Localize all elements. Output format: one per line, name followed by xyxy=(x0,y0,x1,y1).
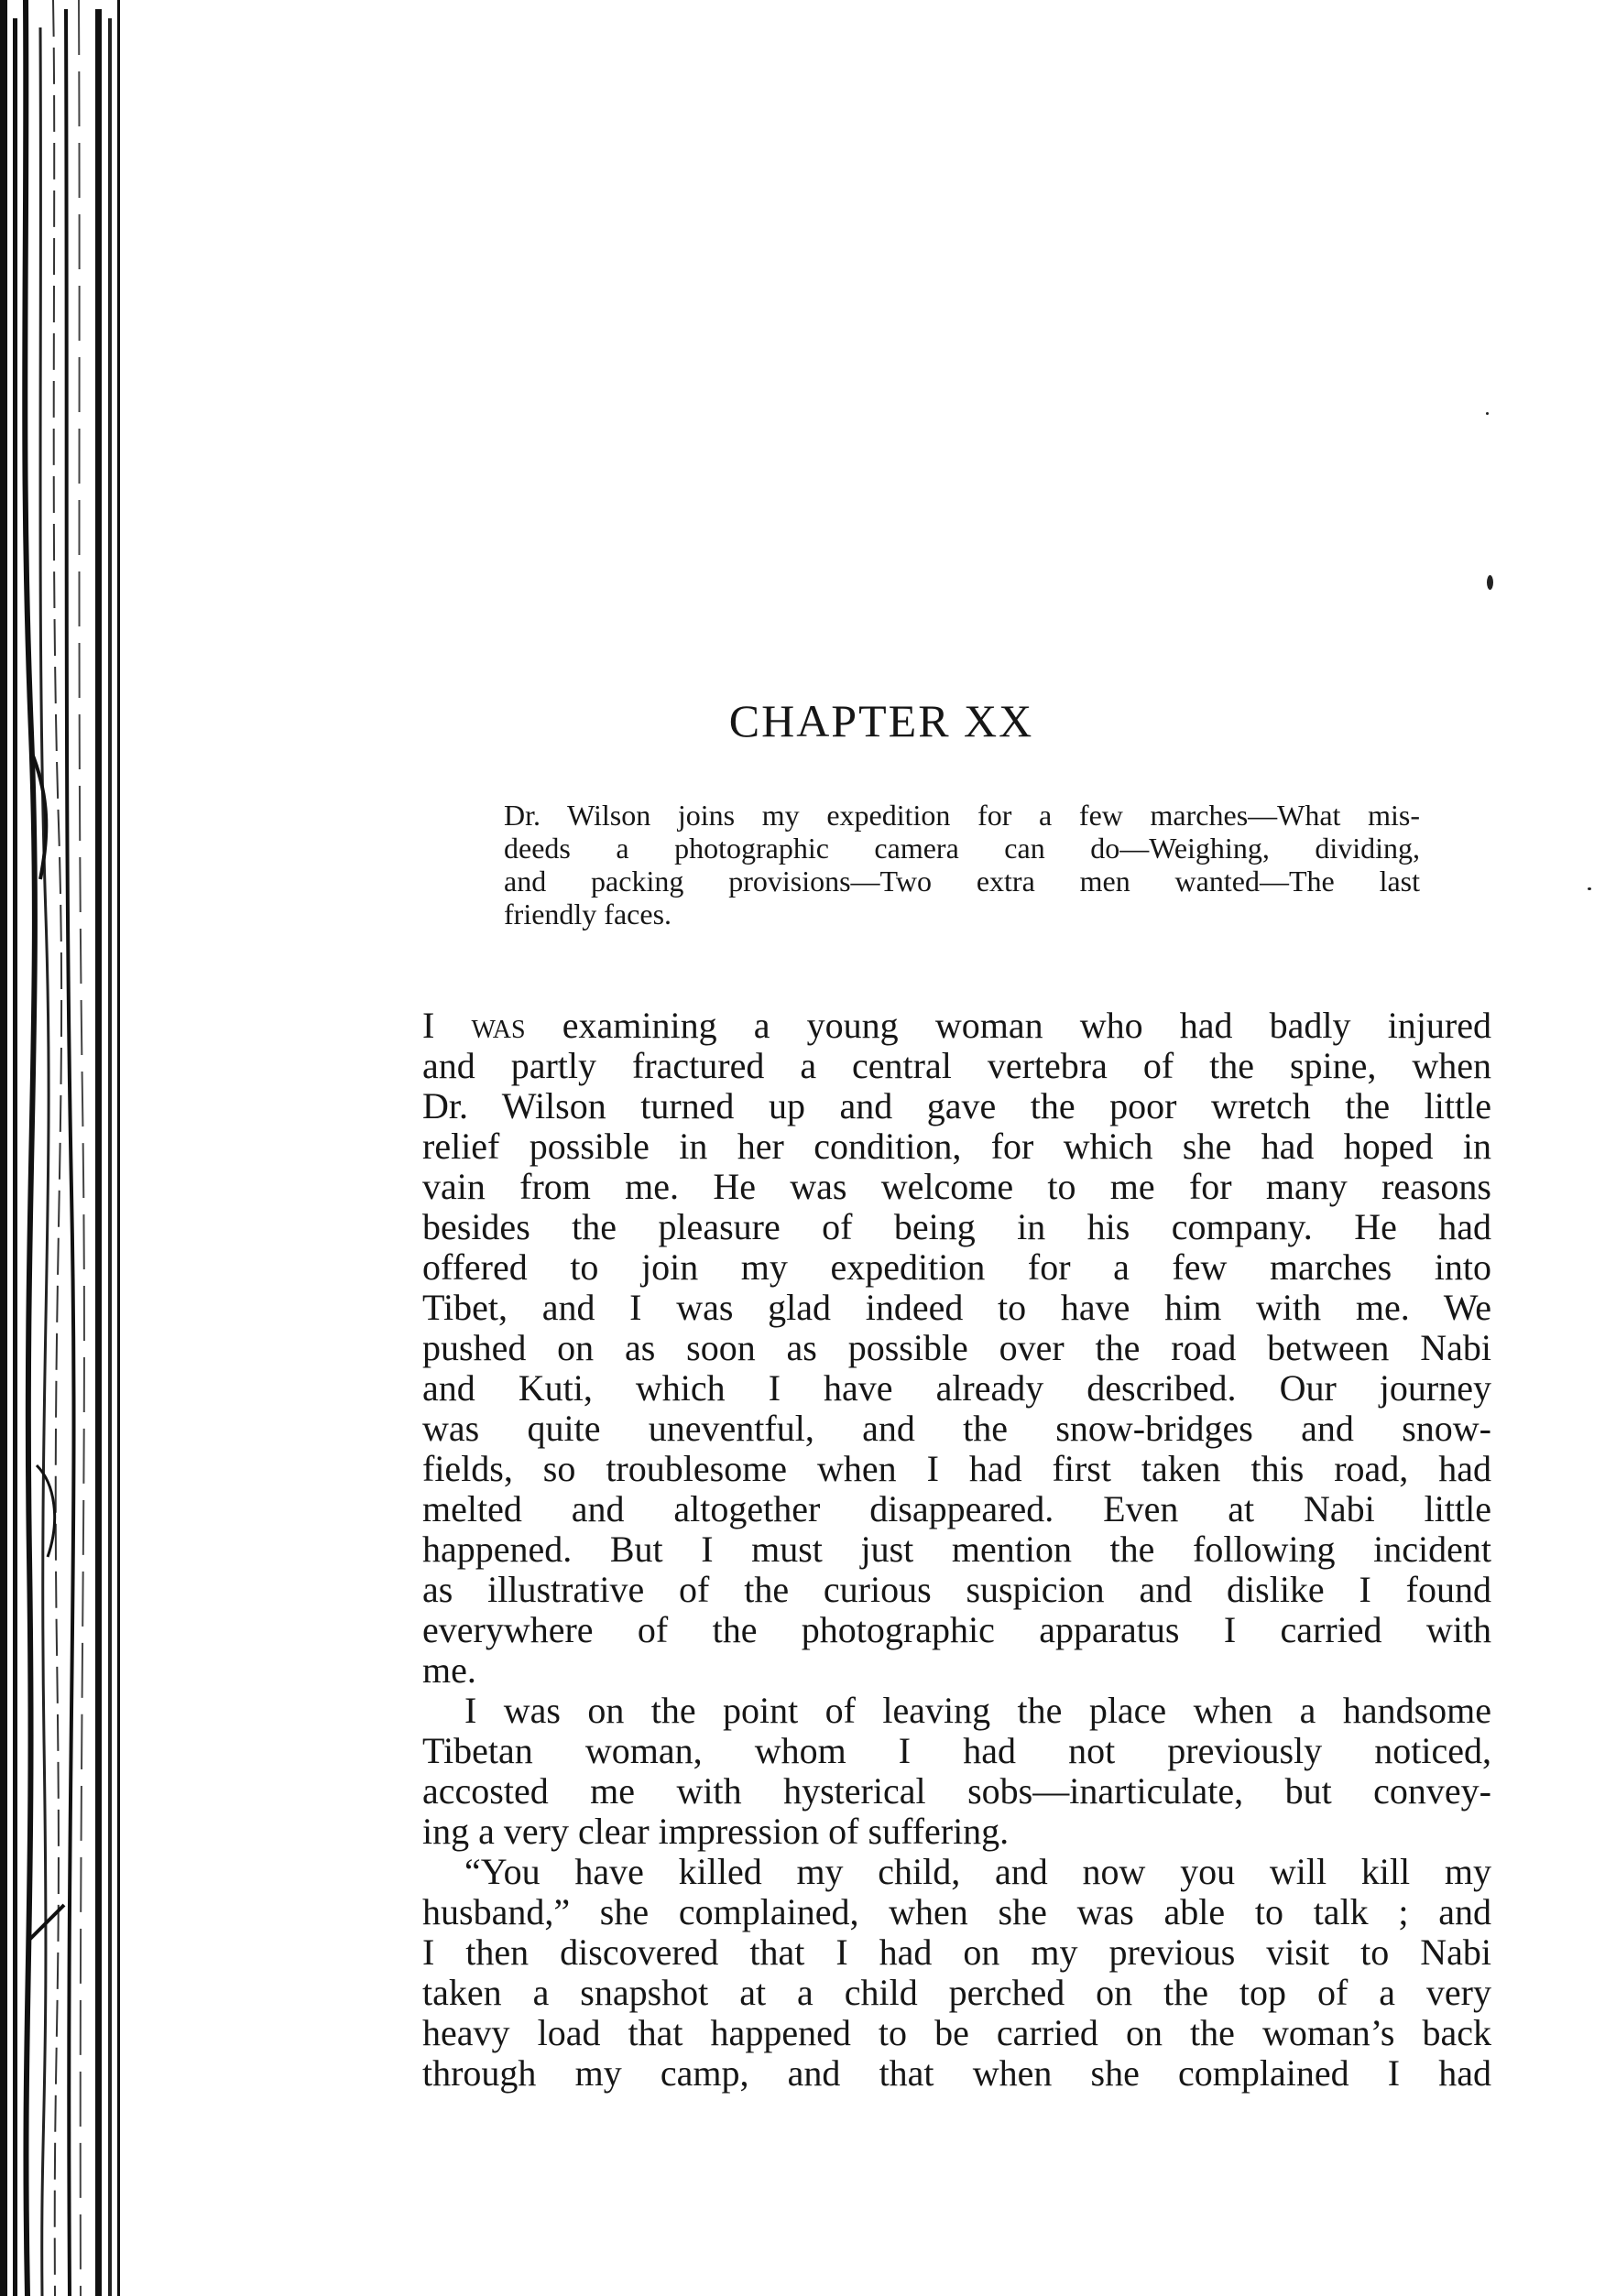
summary-line: Dr. Wilson joins my expedition for a few marches—What mis- xyxy=(504,799,1420,832)
summary-line: friendly faces. xyxy=(504,898,672,930)
body-line: everywhere of the photographic apparatus I carried with xyxy=(422,1609,1491,1650)
chapter-summary xyxy=(504,799,1420,930)
summary-line: and packing provisions—Two extra men wanted—The last xyxy=(504,865,1420,898)
body-line: Tibet, and I was glad indeed to have him with me. We xyxy=(422,1287,1491,1328)
scan-speck xyxy=(1588,887,1591,890)
body-line: Tibetan woman, whom I had not previously noticed, xyxy=(422,1730,1491,1771)
body-line: I was on the point of leaving the place when a handsome xyxy=(464,1690,1491,1731)
body-line: was quite uneventful, and the snow-bridges and snow- xyxy=(422,1408,1491,1449)
body-line: as illustrative of the curious suspicion and dislike I found xyxy=(422,1569,1491,1610)
body-line: and partly fractured a central vertebra of the spine, when xyxy=(422,1045,1491,1086)
body-text xyxy=(422,1006,1491,2094)
body-line: taken a snapshot at a child perched on the top of a very xyxy=(422,1972,1491,2013)
body-line: vain from me. He was welcome to me for many reasons xyxy=(422,1166,1491,1207)
body-line: offered to join my expedition for a few marches into xyxy=(422,1246,1491,1288)
opening-smallcaps: was xyxy=(471,1005,526,1046)
body-line: through my camp, and that when she complained I had xyxy=(422,2052,1491,2094)
body-line: accosted me with hysterical sobs—inarticulate, but convey- xyxy=(422,1770,1491,1812)
opening-word: I xyxy=(422,1005,435,1046)
body-line: melted and altogether disappeared. Even at Nabi little xyxy=(422,1488,1491,1529)
body-line: besides the pleasure of being in his company. He had xyxy=(422,1206,1491,1247)
book-spine-edge xyxy=(0,0,147,2296)
body-line: me. xyxy=(422,1649,476,1691)
body-line: “You have killed my child, and now you will kill my xyxy=(464,1851,1491,1892)
body-line: heavy load that happened to be carried on the woman’s back xyxy=(422,2012,1491,2053)
body-line: I then discovered that I had on my previous visit to Nabi xyxy=(422,1931,1491,1973)
body-line: happened. But I must just mention the following incident xyxy=(422,1529,1491,1570)
body-line: fields, so troublesome when I had first taken this road, had xyxy=(422,1448,1491,1489)
body-line: pushed on as soon as possible over the road between Nabi xyxy=(422,1327,1491,1368)
body-line: Dr. Wilson turned up and gave the poor wretch the little xyxy=(422,1085,1491,1126)
body-line: relief possible in her condition, for which she had hoped in xyxy=(422,1126,1491,1167)
body-line: ing a very clear impression of suffering. xyxy=(422,1811,1010,1852)
body-line: husband,” she complained, when she was able to talk ; and xyxy=(422,1891,1491,1932)
scan-speck xyxy=(1486,412,1489,415)
scan-speck xyxy=(1487,575,1493,590)
body-line: and Kuti, which I have already described. Our journey xyxy=(422,1367,1491,1409)
chapter-title: CHAPTER XX xyxy=(728,695,1034,746)
opening-line-rest: examining a young woman who had badly injured xyxy=(525,1005,1491,1046)
summary-line: deeds a photographic camera can do—Weighing, dividing, xyxy=(504,832,1420,865)
body-line xyxy=(422,1006,1491,1046)
